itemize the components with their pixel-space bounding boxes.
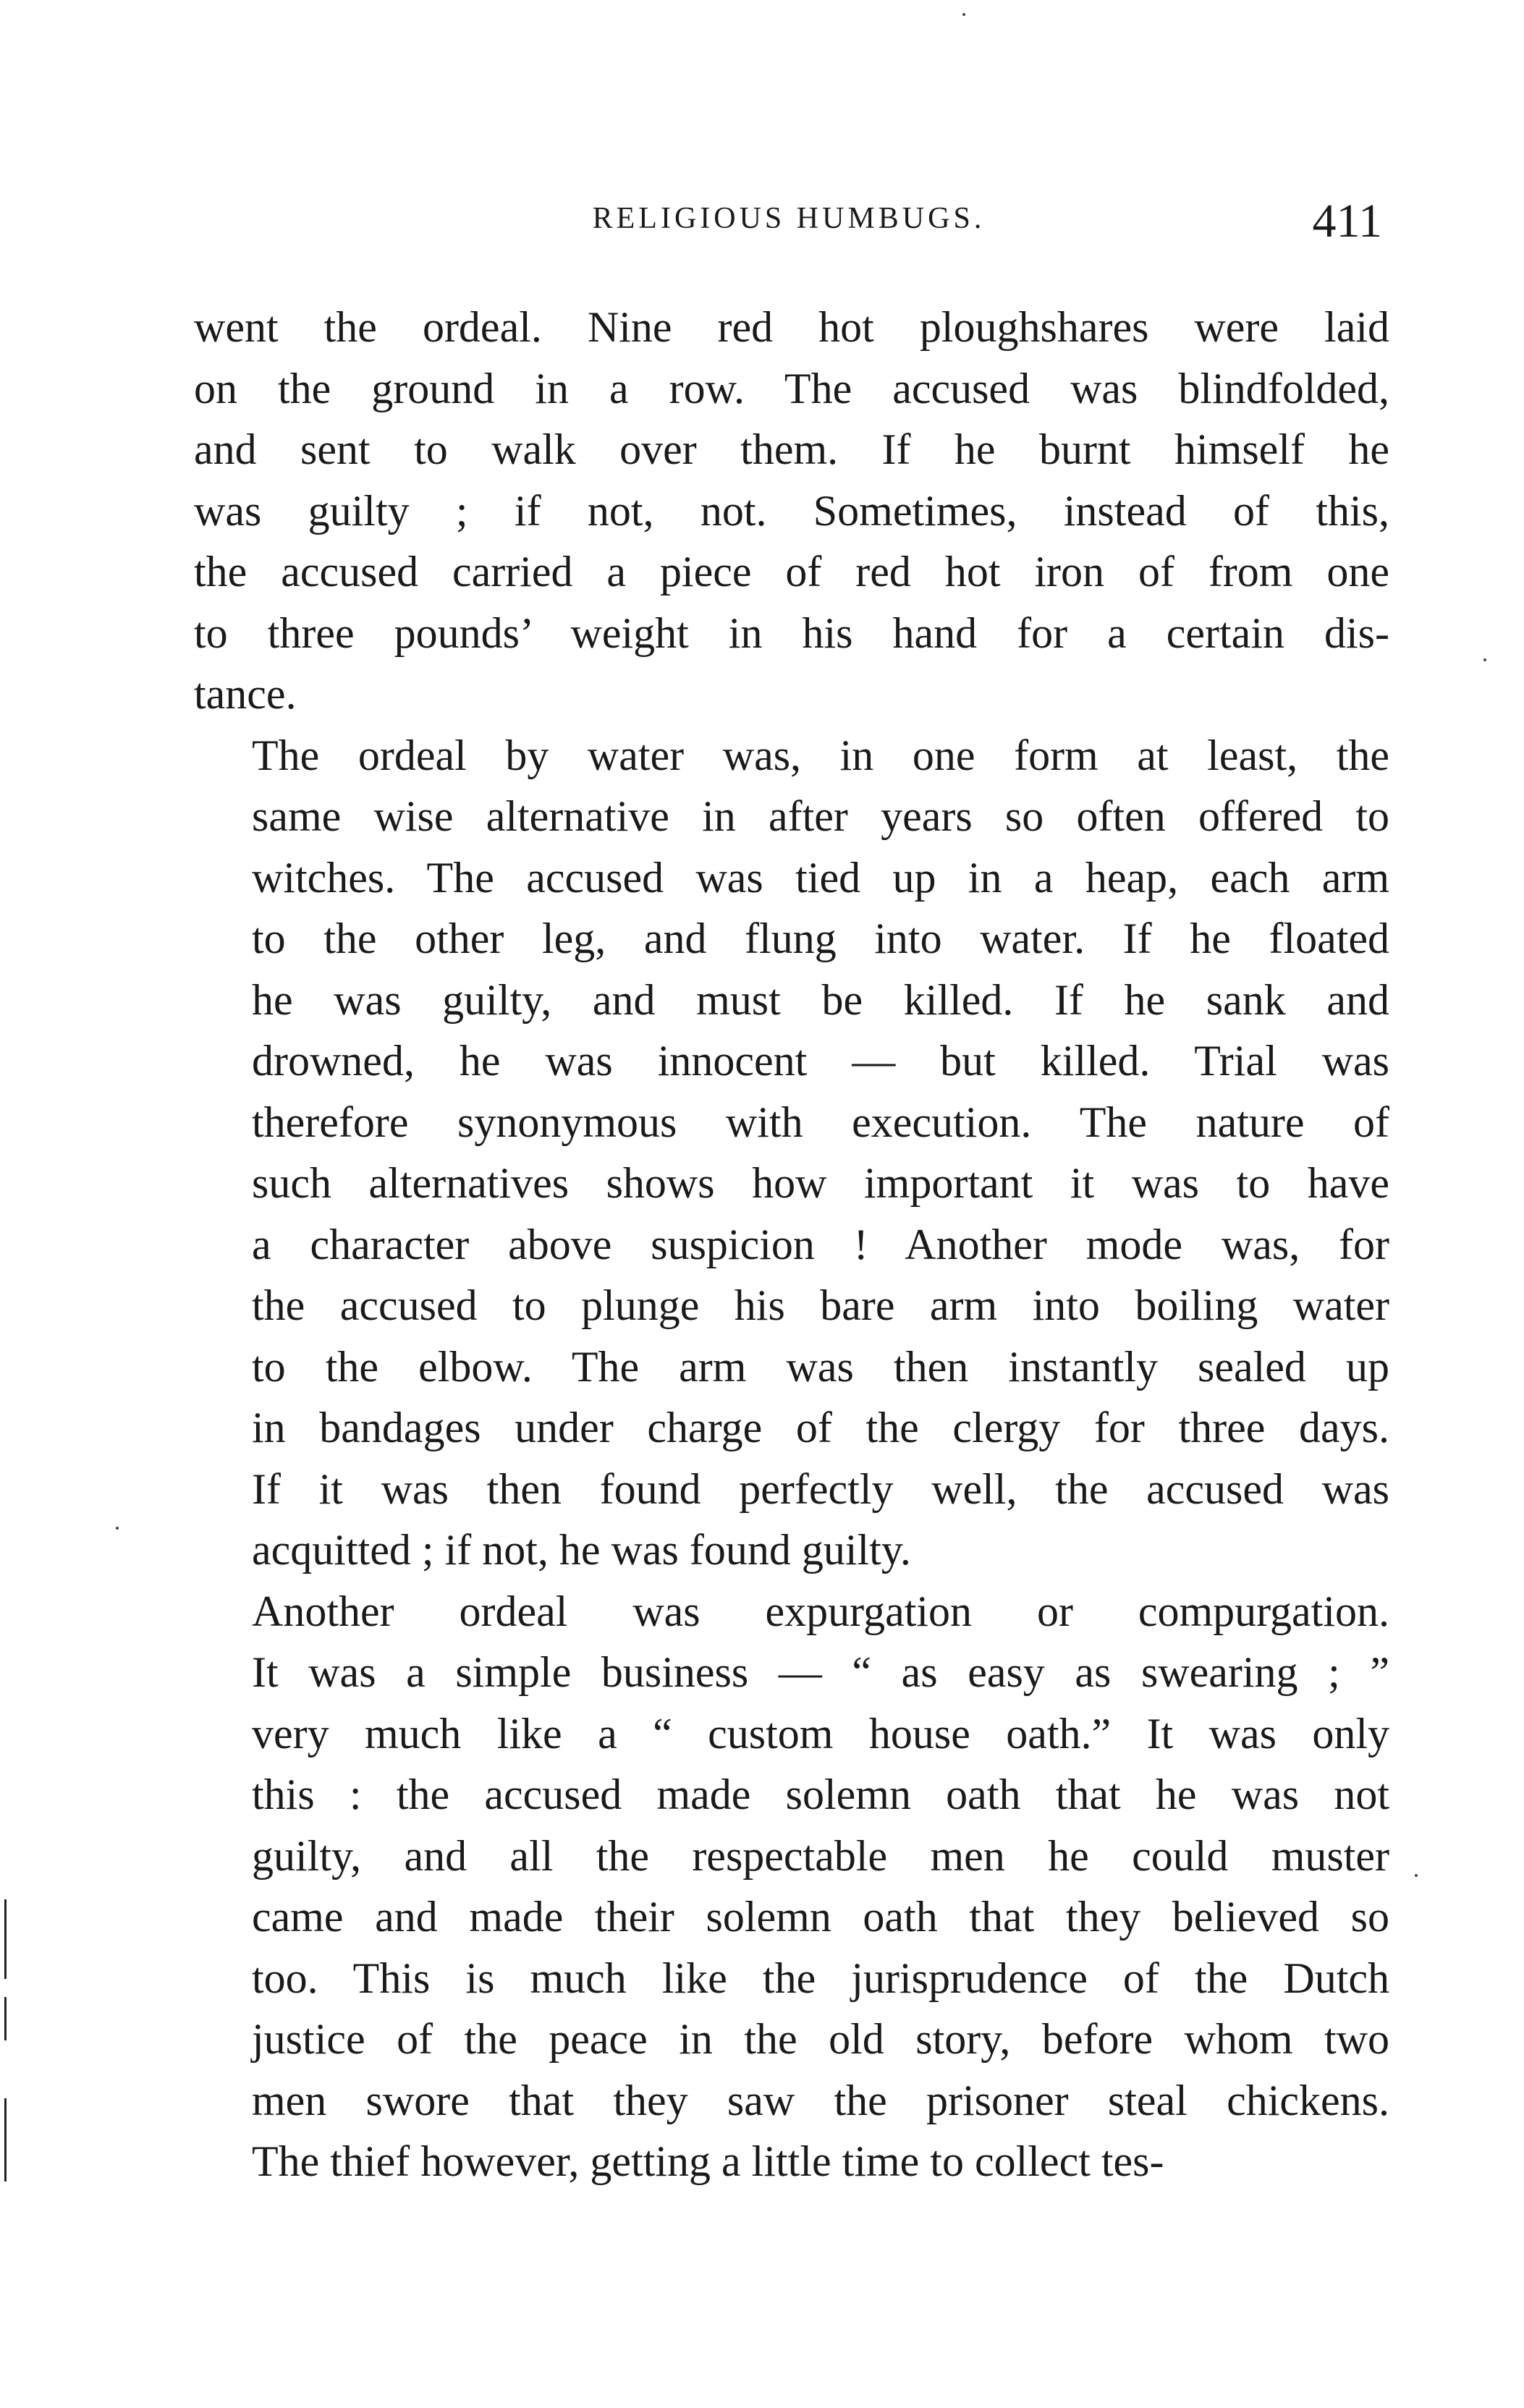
text-line: Another ordeal was expurgation or compurgation.	[252, 1587, 1389, 1635]
text-line: men swore that they saw the prisoner steal chickens.	[252, 2076, 1389, 2124]
left-margin-rule	[4, 1899, 7, 1979]
text-line: went the ordeal. Nine red hot ploughshares were laid	[194, 303, 1389, 351]
body-text	[194, 297, 1389, 2192]
print-speck	[1483, 658, 1486, 661]
text-line: The ordeal by water was, in one form at least, the	[252, 731, 1389, 779]
text-line: such alternatives shows how important it was to have	[252, 1159, 1389, 1207]
left-margin-rule	[4, 1997, 7, 2040]
print-speck	[116, 1527, 119, 1530]
page-number: 411	[1312, 195, 1382, 247]
text-line: guilty, and all the respectable men he could muster	[252, 1831, 1389, 1880]
text-line: too. This is much like the jurisprudence of the Dutch	[252, 1954, 1389, 2002]
text-line: It was a simple business — “ as easy as swearing ; ”	[252, 1648, 1389, 1696]
text-line: in bandages under charge of the clergy for three days.	[252, 1404, 1389, 1451]
text-line: on the ground in a row. The accused was blindfolded,	[194, 364, 1389, 412]
text-line: he was guilty, and must be killed. If he sank and	[252, 975, 1389, 1024]
paragraph	[194, 297, 1389, 725]
text-line: a character above suspicion ! Another mode was, for	[252, 1220, 1389, 1268]
left-margin-rule	[4, 2098, 7, 2182]
text-line: to the elbow. The arm was then instantly sealed up	[252, 1342, 1389, 1391]
text-line: witches. The accused was tied up in a heap, each arm	[252, 853, 1389, 902]
text-line: justice of the peace in the old story, before whom two	[252, 2015, 1389, 2063]
running-head	[195, 194, 1382, 252]
text-line: was guilty ; if not, not. Sometimes, instead of this,	[194, 486, 1389, 535]
text-line: very much like a “ custom house oath.” It was only	[252, 1709, 1389, 1758]
paragraph	[194, 1581, 1389, 2192]
text-line: acquitted ; if not, he was found guilty.	[252, 1526, 911, 1574]
text-line: came and made their solemn oath that they believed so	[252, 1893, 1389, 1941]
running-title: RELIGIOUS HUMBUGS.	[592, 202, 986, 235]
text-line: drowned, he was innocent — but killed. Trial was	[252, 1037, 1389, 1085]
text-line: the accused carried a piece of red hot iron of from one	[194, 548, 1389, 595]
text-line: If it was then found perfectly well, the accused was	[252, 1464, 1389, 1513]
text-line: the accused to plunge his bare arm into boiling water	[252, 1281, 1389, 1329]
text-line: The thief however, getting a little time to collect tes-	[252, 2137, 1164, 2185]
text-line: therefore synonymous with execution. The nature of	[252, 1098, 1389, 1146]
text-line: to the other leg, and flung into water. If he floated	[252, 915, 1389, 962]
print-speck	[1415, 1874, 1418, 1877]
print-speck	[962, 13, 965, 16]
text-line: this : the accused made solemn oath that he was not	[252, 1771, 1389, 1818]
text-line: tance.	[194, 670, 297, 718]
text-line: and sent to walk over them. If he burnt himself he	[194, 425, 1389, 473]
text-line: same wise alternative in after years so often offered to	[252, 792, 1389, 840]
text-line: to three pounds’ weight in his hand for a certain dis-	[194, 609, 1389, 657]
paragraph	[194, 725, 1389, 1581]
